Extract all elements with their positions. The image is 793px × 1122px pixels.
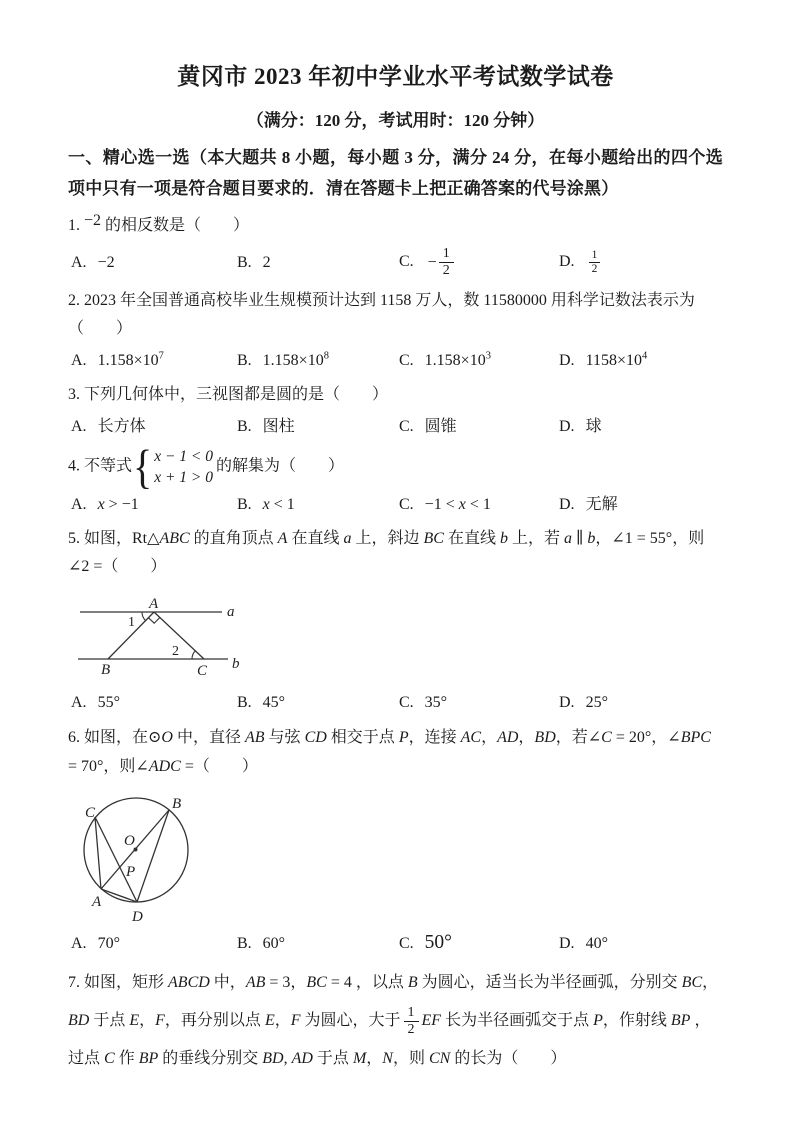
question-5-figure: [70, 587, 322, 685]
option-label: C.: [399, 352, 414, 370]
option-value: 35°: [424, 694, 448, 712]
question-4: [68, 439, 723, 517]
option-label: A.: [71, 694, 87, 712]
option-label: B.: [237, 694, 252, 712]
inequality-row-2: x + 1 > 0: [154, 469, 214, 487]
question-2-stem: 2. 2023 年全国普通高校毕业生规模预计达到 1158 万人，数 11580000 用科学记数法表示为（ ）: [68, 292, 695, 338]
exam-info: （满分：120 分，考试用时：120 分钟）: [246, 111, 545, 130]
option-value: 2: [262, 253, 271, 271]
option-value: $1.158\times 10^8$: [262, 350, 329, 370]
question-6: [68, 723, 723, 956]
label-angle-1: 1: [128, 615, 135, 631]
option-value: 60°: [262, 934, 286, 952]
question-7: [68, 964, 723, 1078]
option-label: A.: [71, 418, 87, 436]
question-2-option-b: [237, 349, 399, 373]
question-3-option-d: [559, 415, 723, 439]
option-label: D.: [559, 694, 575, 712]
brace: {: [133, 439, 153, 494]
question-4-stem-suffix: 的解集为（ ）: [216, 457, 345, 475]
option-label: C.: [399, 496, 414, 514]
question-6-option-a: [71, 932, 237, 956]
question-6-figure: [70, 787, 252, 925]
question-4-stem: [68, 439, 723, 494]
question-3-options: [68, 415, 723, 439]
question-1: [68, 212, 723, 279]
question-4-option-a: [71, 493, 237, 517]
option-value: 70°: [97, 934, 120, 952]
question-6-option-c: [399, 931, 559, 956]
option-value: 无解: [585, 496, 618, 514]
option-value: 50°: [424, 932, 452, 954]
question-5: [68, 525, 723, 715]
option-label: D.: [559, 418, 575, 436]
label-line-a: a: [227, 604, 235, 621]
question-4-option-b: [237, 493, 399, 517]
question-5-stem: 5. 如图，Rt△ABC 的直角顶点 A 在直线 a 上，斜边 BC 在直线 b 上，若 a ∥ b，∠1 = 55°，则∠2 =（ ）: [68, 530, 705, 576]
option-value: 45°: [262, 694, 286, 712]
option-label: A.: [71, 352, 87, 370]
question-1-option-a: [71, 251, 237, 275]
inequality-row-1: x − 1 < 0: [154, 448, 214, 466]
option-value: $1.158\times 10^7$: [97, 350, 164, 370]
question-7-stem: 7. 如图，矩形 ABCD 中，AB = 3，BC = 4 ，以点 B 为圆心，适当长为半径画弧，分别交 BC，BD 于点 E，F，再分别以点 E，F 为圆心，大于 $\frac{1}{2}$ EF 长为半径画弧交于点 P，作射线 BP ，过点 C 作 BP 的垂线分别交 BD, AD 于点 M，N，则 CN 的长为（ ）: [68, 974, 719, 1068]
option-value: 40°: [585, 934, 608, 952]
right-angle-mark: [148, 618, 159, 624]
question-3-option-a: [71, 415, 237, 439]
label-center-O: O: [124, 833, 135, 850]
question-5-options: [68, 691, 723, 715]
question-4-options: [68, 493, 723, 517]
option-label: D.: [559, 934, 575, 952]
option-value: 25°: [585, 694, 608, 712]
question-1-option-d: [559, 249, 723, 276]
option-label: C.: [399, 935, 414, 953]
option-value: x > −1: [97, 496, 139, 514]
label-point-D: D: [132, 909, 143, 926]
question-2-option-c: [399, 349, 559, 373]
edge-AC: [154, 612, 204, 659]
question-2-option-d: [559, 349, 723, 373]
label-point-C: C: [85, 805, 96, 822]
label-vertex-B: B: [101, 662, 111, 679]
option-label: B.: [237, 934, 252, 952]
question-2-options: [68, 349, 723, 373]
question-3-option-b: [237, 415, 399, 439]
option-value: −2: [97, 253, 115, 271]
question-1-option-c: [399, 246, 559, 279]
option-label: C.: [399, 418, 414, 436]
exam-title: 黄冈市 2023 年初中学业水平考试数学试卷: [177, 64, 614, 89]
label-line-b: b: [232, 656, 240, 673]
option-value: x < 1: [262, 496, 295, 514]
option-label: B.: [237, 253, 252, 271]
angle-1-arc: [142, 612, 146, 621]
option-label: B.: [237, 352, 252, 370]
option-label: D.: [559, 496, 575, 514]
option-value: $1.158\times 10^3$: [424, 350, 491, 370]
option-value: $1158\times 10^4$: [585, 350, 648, 370]
chord-BD: [137, 810, 169, 902]
option-value: 圆锥: [424, 418, 457, 436]
question-4-stem-prefix: 4. 不等式: [68, 457, 133, 475]
question-6-options: [68, 931, 723, 956]
option-label: B.: [237, 496, 252, 514]
question-4-option-d: [559, 493, 723, 517]
question-3-stem: 3. 下列几何体中，三视图都是圆的是（ ）: [68, 386, 389, 404]
option-value: 图柱: [262, 418, 295, 436]
label-vertex-C: C: [197, 663, 208, 680]
question-1-stem: 1. −2 的相反数是（ ）: [68, 212, 250, 234]
label-angle-2: 2: [172, 644, 179, 660]
question-3: [68, 381, 723, 439]
question-5-option-d: [559, 691, 723, 715]
label-point-B: B: [172, 796, 182, 813]
inequality-system: [133, 439, 214, 494]
question-5-option-b: [237, 691, 399, 715]
option-label: D.: [559, 352, 575, 370]
question-5-option-c: [399, 691, 559, 715]
option-label: A.: [71, 496, 87, 514]
label-point-P: P: [126, 864, 136, 881]
question-6-option-d: [559, 932, 723, 956]
angle-2-arc: [192, 651, 195, 659]
question-6-option-b: [237, 932, 399, 956]
option-label: B.: [237, 418, 252, 436]
question-5-option-a: [71, 691, 237, 715]
option-value: 长方体: [97, 418, 146, 436]
option-value: − $\frac{1}{2}$: [425, 253, 457, 270]
option-label: A.: [71, 934, 87, 952]
question-2-option-a: [71, 349, 237, 373]
question-1-option-b: [237, 251, 399, 275]
option-label: C.: [399, 694, 414, 712]
option-label: D.: [559, 253, 575, 271]
question-1-options: [68, 246, 723, 279]
option-label: C.: [399, 253, 414, 271]
question-3-option-c: [399, 415, 559, 439]
question-6-stem: 6. 如图，在⊙O 中，直径 AB 与弦 CD 相交于点 P，连接 AC，AD，BD，若∠C = 20°，∠BPC = 70°，则∠ADC =（ ）: [68, 729, 711, 776]
option-label: A.: [71, 253, 87, 271]
question-2: [68, 287, 723, 373]
option-value: $\frac{1}{2}$: [586, 253, 604, 270]
label-point-A: A: [92, 894, 102, 911]
option-value: 55°: [97, 694, 120, 712]
question-4-option-c: [399, 493, 559, 517]
option-value: 球: [585, 418, 602, 436]
label-vertex-A: A: [149, 596, 159, 613]
section-1-heading: 一、精心选一选（本大题共 8 小题，每小题 3 分，满分 24 分，在每小题给出的四个选项中只有一项是符合题目要求的．清在答题卡上把正确答案的代号涂黑）: [68, 148, 723, 198]
option-value: −1 < x < 1: [424, 496, 491, 514]
